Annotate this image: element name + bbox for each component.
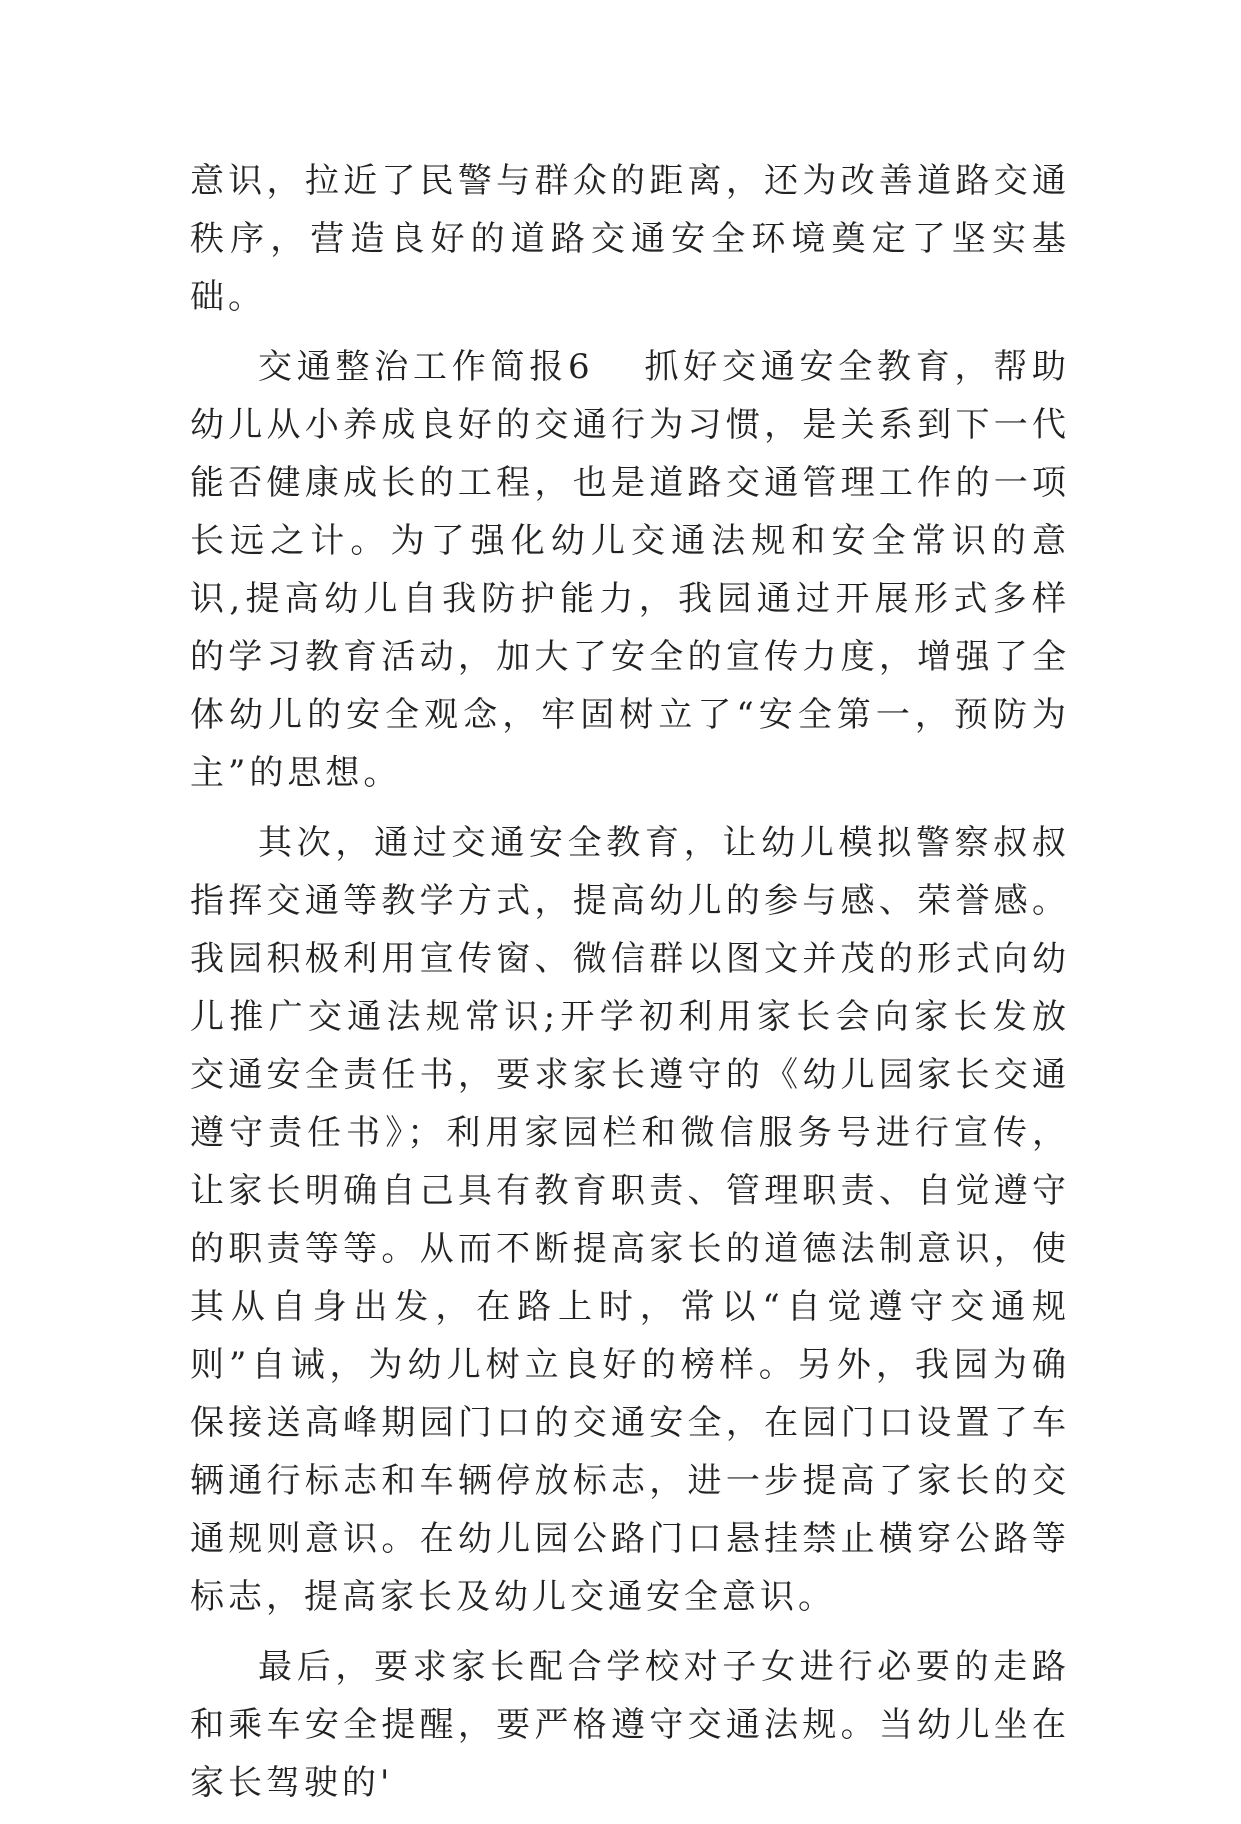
document-body — [190, 152, 1070, 1824]
section-text: 抓好交通安全教育，帮助幼儿从小养成良好的交通行为习惯，是关系到下一代能否健康成长的工程，也是道路交通管理工作的一项长远之计。为了强化幼儿交通法规和安全常识的意识,提高幼儿自我防护能力，我园通过开展形式多样的学习教育活动，加大了安全的宣传力度，增强了全体幼儿的安全观念，牢固树立了“安全第一，预防为主”的思想。 — [190, 347, 1070, 793]
paragraph-body-1: 其次，通过交通安全教育，让幼儿模拟警察叔叔指挥交通等教学方式，提高幼儿的参与感、荣誉感。我园积极利用宣传窗、微信群以图文并茂的形式向幼儿推广交通法规常识;开学初利用家长会向家长发放交通安全责任书，要求家长遵守的《幼儿园家长交通遵守责任书》；利用家园栏和微信服务号进行宣传，让家长明确自己具有教育职责、管理职责、自觉遵守的职责等等。从而不断提高家长的道德法制意识，使其从自身出发，在路上时，常以“自觉遵守交通规则”自诫，为幼儿树立良好的榜样。另外，我园为确保接送高峰期园门口的交通安全，在园门口设置了车辆通行标志和车辆停放标志，进一步提高了家长的交通规则意识。在幼儿园公路门口悬挂禁止横穿公路等标志，提高家长及幼儿交通安全意识。 — [190, 823, 1070, 1617]
paragraph-section-6 — [190, 338, 1070, 802]
section-heading: 交通整治工作简报6 — [258, 347, 594, 387]
paragraph-body-2: 最后，要求家长配合学校对子女进行必要的走路和乘车安全提醒，要严格遵守交通法规。当幼儿坐在家长驾驶的' — [190, 1647, 1070, 1803]
paragraph-continuation: 意识，拉近了民警与群众的距离，还为改善道路交通秩序，营造良好的道路交通安全环境奠定了坚实基础。 — [190, 161, 1070, 317]
